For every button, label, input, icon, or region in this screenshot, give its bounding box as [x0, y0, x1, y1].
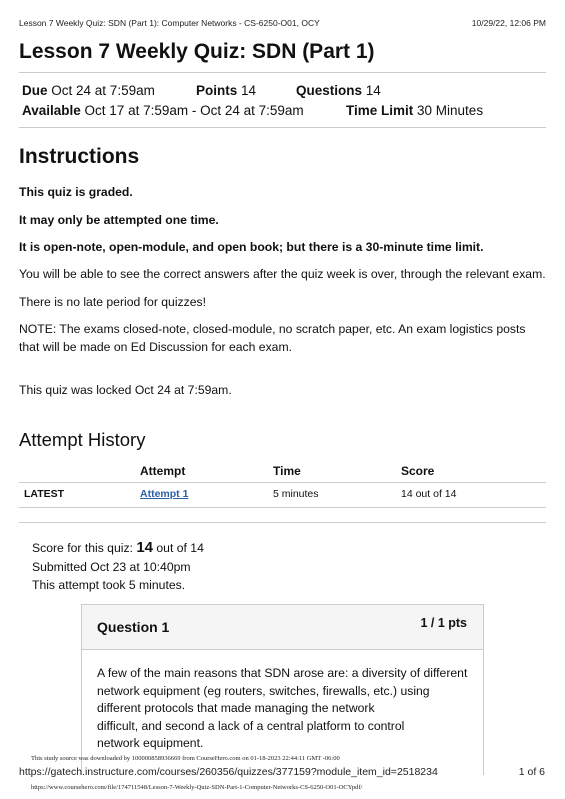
due-value: Oct 24 at 7:59am: [51, 83, 155, 98]
question-text-line: A few of the main reasons that SDN arose are: a diversity of different: [97, 666, 468, 680]
title-divider: [19, 72, 546, 73]
question-header: [82, 605, 483, 650]
due-info: [22, 83, 155, 98]
question-points: 1 / 1 pts: [420, 616, 467, 630]
question-text-line: different protocols that made managing the network: [97, 701, 375, 715]
attempt-1-link[interactable]: Attempt 1: [140, 488, 189, 500]
question-title: Question 1: [97, 619, 170, 635]
question-text-line: network equipment (eg routers, switches, firewalls, etc.) using: [97, 683, 430, 698]
available-value: Oct 17 at 7:59am - Oct 24 at 7:59am: [84, 103, 304, 118]
table-row-divider: [19, 507, 546, 508]
question-text-line: network equipment.: [97, 736, 204, 750]
instruction-graded: This quiz is graded.: [19, 185, 133, 199]
print-header-datetime: 10/29/22, 12:06 PM: [471, 18, 546, 28]
score-value: 14: [136, 539, 154, 556]
time-limit-info: [346, 103, 483, 118]
score-suffix: out of 14: [156, 541, 204, 555]
page-number: 1 of 6: [518, 766, 545, 778]
table-header-divider: [19, 482, 546, 483]
column-header-attempt: Attempt: [140, 464, 186, 478]
question-text-line: difficult, and second a lack of a central platform to control: [97, 718, 405, 733]
instruction-answers: You will be able to see the correct answers after the quiz week is over, through the relevant exam.: [19, 267, 546, 281]
column-header-time: Time: [273, 464, 301, 478]
attempt-history-heading: Attempt History: [19, 429, 146, 450]
print-header-title: Lesson 7 Weekly Quiz: SDN (Part 1): Computer Networks - CS-6250-O01, OCY: [19, 18, 320, 28]
meta-divider: [19, 127, 546, 128]
instructions-heading: Instructions: [19, 145, 140, 168]
submitted-time: Submitted Oct 23 at 10:40pm: [32, 560, 191, 574]
questions-value: 14: [365, 83, 381, 98]
time-limit-label: Time Limit: [346, 103, 414, 118]
locked-notice: This quiz was locked Oct 24 at 7:59am.: [19, 383, 232, 397]
page-url[interactable]: https://gatech.instructure.com/courses/260356/quizzes/377159?module_item_id=2518234: [19, 766, 438, 778]
instruction-note-line1: NOTE: The exams closed-note, closed-module, no scratch paper, etc. An exam logistics posts: [19, 322, 526, 336]
due-label: Due: [22, 83, 48, 98]
available-info: [22, 103, 304, 118]
question-card: [81, 604, 484, 775]
time-limit-value: 30 Minutes: [417, 103, 484, 118]
instruction-open-note: It is open-note, open-module, and open book; but there is a 30-minute time limit.: [19, 240, 484, 254]
question-text: [97, 665, 477, 753]
instruction-note-line2: that will be made on Ed Discussion for each exam.: [19, 340, 292, 354]
points-label: Points: [196, 83, 238, 98]
points-value: 14: [241, 83, 257, 98]
quiz-title: Lesson 7 Weekly Quiz: SDN (Part 1): [19, 40, 375, 63]
attempt-time: 5 minutes: [273, 488, 319, 500]
available-label: Available: [22, 103, 81, 118]
row-latest-label: LATEST: [24, 488, 65, 500]
coursehero-url[interactable]: https://www.coursehero.com/file/174711548/Lesson-7-Weekly-Quiz-SDN-Part-1-Computer-Networks-CS-6250-O01-OCYpdf/: [31, 784, 363, 791]
questions-label: Questions: [296, 83, 363, 98]
instruction-one-attempt: It may only be attempted one time.: [19, 213, 219, 227]
section-divider: [19, 522, 546, 523]
score-prefix: Score for this quiz:: [32, 541, 133, 555]
download-source-note: This study source was downloaded by 100000858936669 from CourseHero.com on 01-18-2023 22:44:11 GMT -06:00: [31, 755, 340, 762]
column-header-score: Score: [401, 464, 435, 478]
attempt-duration: This attempt took 5 minutes.: [32, 578, 186, 592]
points-info: [196, 83, 256, 98]
attempt-score: 14 out of 14: [401, 488, 457, 500]
instruction-late-period: There is no late period for quizzes!: [19, 295, 206, 309]
score-summary: [32, 539, 204, 557]
questions-info: [296, 83, 381, 98]
